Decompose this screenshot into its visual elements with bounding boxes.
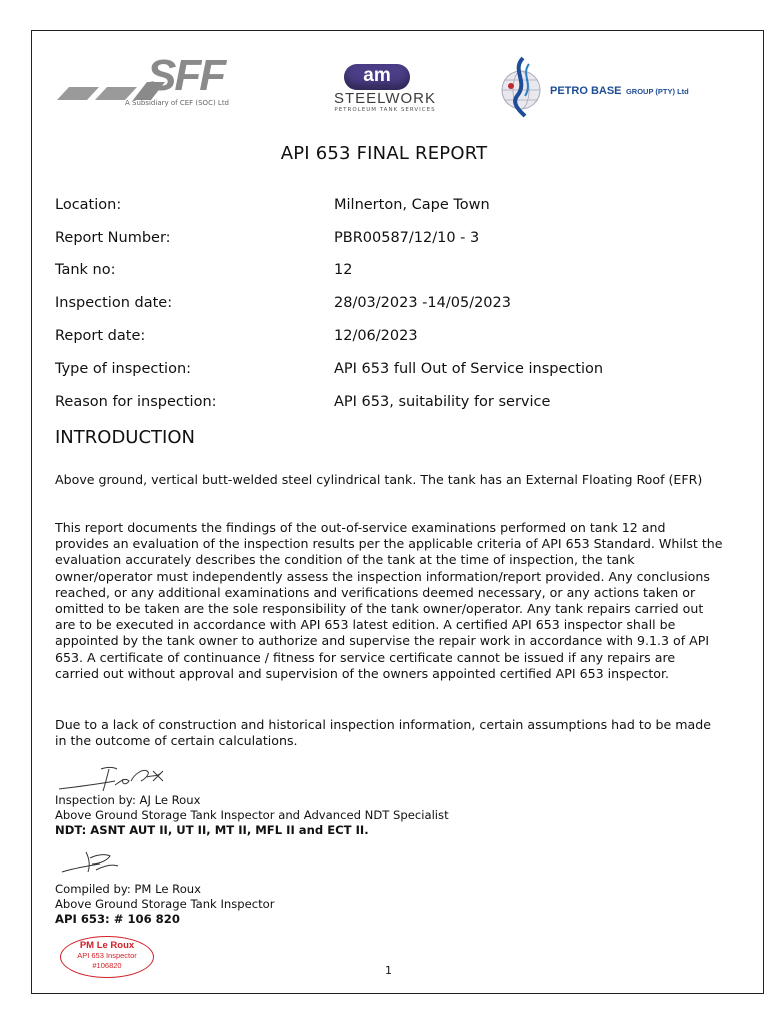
inspector-block (55, 793, 449, 839)
am-steelwork-text: STEELWORK (333, 90, 437, 107)
globe-icon (499, 56, 549, 118)
inspector-title: Above Ground Storage Tank Inspector and Advanced NDT Specialist (55, 808, 449, 823)
am-steelwork-logo (314, 64, 456, 114)
stamp-number: #106820 (92, 961, 122, 970)
info-label: Location: (55, 197, 122, 213)
info-value: 12/06/2023 (334, 328, 418, 344)
page-border (31, 30, 764, 994)
sff-logo (55, 51, 270, 112)
intro-paragraph: Due to a lack of construction and historical inspection information, certain assumptions had to be made in the outcome of certain calculations. (55, 717, 712, 749)
info-label: Type of inspection: (55, 361, 192, 377)
am-tagline: PETROLEUM TANK SERVICES (334, 107, 436, 113)
compiler-block (55, 882, 275, 928)
compiler-certification: API 653: # 106 820 (55, 912, 180, 927)
page-title: API 653 FINAL REPORT (280, 143, 488, 164)
info-label: Reason for inspection: (55, 394, 217, 410)
petrobase-logo (499, 56, 714, 118)
inspector-signature (55, 759, 170, 795)
intro-paragraph: Above ground, vertical butt-welded steel cylindrical tank. The tank has an External Floating Roof (EFR) (55, 472, 703, 487)
introduction-heading: INTRODUCTION (55, 427, 195, 448)
info-label: Tank no: (55, 262, 116, 278)
info-label: Inspection date: (55, 295, 173, 311)
am-name: am (363, 65, 391, 86)
sff-name: SFF (147, 51, 225, 100)
compiler-name: Compiled by: PM Le Roux (55, 882, 202, 896)
info-value: 28/03/2023 -14/05/2023 (334, 295, 511, 311)
inspector-certifications: NDT: ASNT AUT II, UT II, MT II, MFL II and ECT II. (55, 823, 369, 838)
compiler-title: Above Ground Storage Tank Inspector (55, 897, 275, 912)
info-label: Report date: (55, 328, 146, 344)
info-value: Milnerton, Cape Town (334, 197, 490, 213)
inspector-name: Inspection by: AJ Le Roux (55, 793, 201, 807)
intro-paragraph: This report documents the findings of the out-of-service examinations performed on tank 12 and provides an evaluation of the inspection results per the applicable criteria of API 653 Standard. Whilst the evaluation accurately describes the condition of the tank at the time of inspection, the tank owner/operator must independently assess the inspection information/report provided. Any conclusions reached, or any additional examinations and verifications deemed necessary, or any actions taken or omitted to be taken are the sole responsibility of the tank owner/operator. Any tank repairs carried out are to be executed in accordance with API 653 latest edition. A certified API 653 inspector shall be appointed by the tank owner to authorize and supervise the repair work in accordance with 9.1.3 of API 653. A certificate of continuance / fitness for service certificate cannot be issued if any repairs are carried out without approval and supervision of the owners appointed certified API 653 inspector. (55, 520, 723, 681)
info-value: PBR00587/12/10 - 3 (334, 230, 480, 246)
info-value: API 653, suitability for service (334, 394, 551, 410)
stamp-name: PM Le Roux (79, 940, 135, 951)
info-value: 12 (334, 262, 353, 278)
compiler-signature (60, 846, 130, 878)
stamp-title: API 653 Inspector (77, 951, 137, 960)
info-label: Report Number: (55, 230, 171, 246)
inspector-stamp (60, 936, 154, 978)
petrobase-suffix: GROUP (PTY) Ltd (625, 87, 689, 96)
page-number: 1 (385, 964, 392, 977)
sff-subtitle: A Subsidiary of CEF (SOC) Ltd (125, 99, 230, 107)
info-value: API 653 full Out of Service inspection (334, 361, 604, 377)
petrobase-name: PETRO BASE (550, 85, 622, 97)
